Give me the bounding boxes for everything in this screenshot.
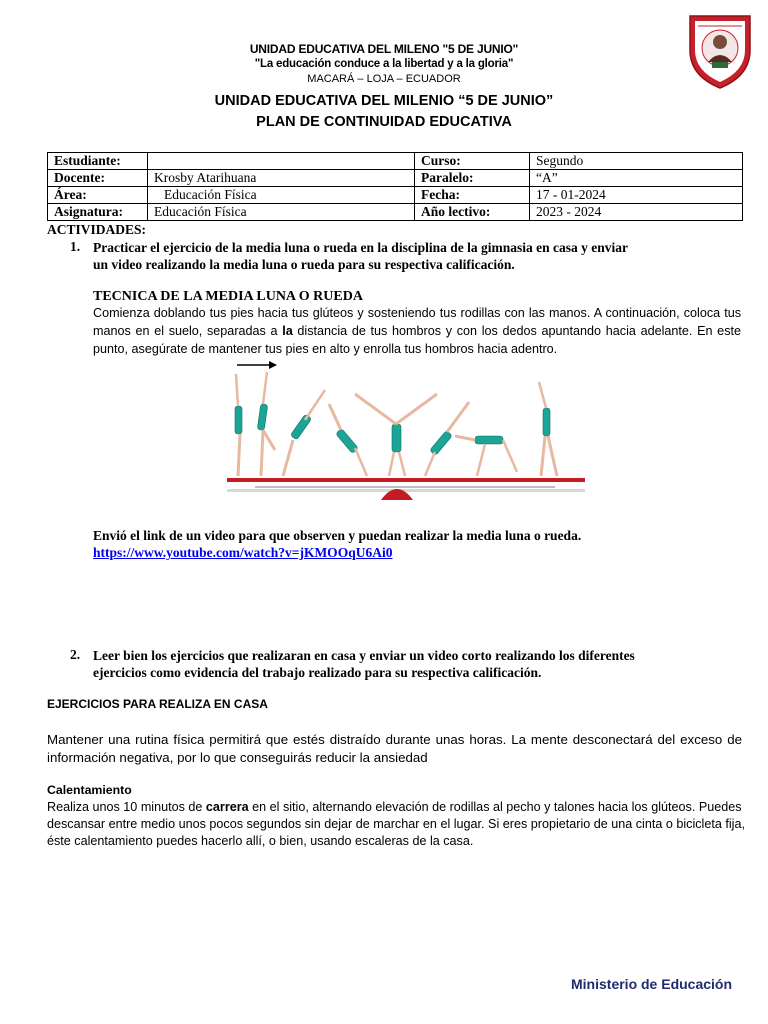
value-docente: Krosby Atarihuana: [148, 170, 415, 187]
warmup-text-1: Realiza unos 10 minutos de: [47, 800, 206, 814]
label-area: Área:: [48, 187, 148, 204]
page-title: UNIDAD EDUCATIVA DEL MILENIO “5 DE JUNIO”: [214, 93, 554, 109]
value-estudiante: [148, 153, 415, 170]
label-curso: Curso:: [415, 153, 530, 170]
value-curso: Segundo: [530, 153, 743, 170]
table-row: [48, 170, 743, 187]
exercises-intro: Mantener una rutina física permitirá que estés distraído durante unas horas. La mente desconectará del exceso de información negativa, por lo que conseguirás reducir la ansiedad: [47, 732, 742, 765]
student-info-table: [47, 152, 743, 221]
activity-2-number: 2.: [70, 647, 81, 662]
activity-2-line-1: Leer bien los ejercicios que realizaran en casa y enviar un video corto realizando los diferentes: [93, 648, 635, 663]
value-ano-lectivo: 2023 - 2024: [530, 204, 743, 221]
activity-1-line-2: un video realizando la media luna o rueda para su respectiva calificación.: [93, 257, 515, 272]
technique-text-bold: la: [282, 324, 293, 338]
label-paralelo: Paralelo:: [415, 170, 530, 187]
exercises-heading: EJERCICIOS PARA REALIZA EN CASA: [47, 697, 268, 711]
school-crest-icon: [686, 10, 754, 90]
warmup-heading: Calentamiento: [47, 783, 132, 797]
label-asignatura: Asignatura:: [48, 204, 148, 221]
table-row: [48, 204, 743, 221]
school-location: MACARÁ – LOJA – ECUADOR: [307, 73, 461, 85]
value-paralelo: “A”: [530, 170, 743, 187]
label-estudiante: Estudiante:: [48, 153, 148, 170]
value-fecha: 17 - 01-2024: [530, 187, 743, 204]
label-docente: Docente:: [48, 170, 148, 187]
school-name-line: UNIDAD EDUCATIVA DEL MILENO "5 DE JUNIO": [249, 42, 519, 56]
cartwheel-sequence-illustration: [225, 360, 587, 512]
video-note: Envió el link de un video para que observen y puedan realizar la media luna o rueda.: [93, 528, 582, 543]
warmup-text-2: en el sitio, alternando elevación de rodillas al pecho y talones hacia los glúteos. Puedes descansar entre medio unos pocos segundos sin dejar de marchar en el lugar. Si eres propietario de una cinta o bicicleta fija, éste calentamiento puedes hacerlo allí, o bien, usando escaleras de la casa.: [47, 800, 745, 848]
warmup-text-bold: carrera: [205, 800, 249, 814]
technique-description: [93, 304, 741, 358]
technique-title: TECNICA DE LA MEDIA LUNA O RUEDA: [93, 289, 363, 304]
activity-2-line-2: ejercicios como evidencia del trabajo realizado para su respectiva calificación.: [93, 665, 542, 680]
youtube-video-link[interactable]: https://www.youtube.com/watch?v=jKMOOqU6Ai0: [93, 545, 393, 560]
warmup-description: [47, 799, 747, 850]
activities-heading: ACTIVIDADES:: [47, 222, 147, 237]
activity-1-line-1: Practicar el ejercicio de la media luna o rueda en la disciplina de la gimnasia en casa y enviar: [93, 240, 628, 255]
ministry-footer: Ministerio de Educación: [571, 976, 733, 992]
value-area: Educación Física: [148, 187, 415, 204]
technique-text-2: distancia de tus hombros y con los dedos apuntando hacia adelante. En este punto, asegúrate de mantener tus pies en alto y enrolla tus hombros hacia adentro.: [93, 324, 741, 356]
page-subtitle: PLAN DE CONTINUIDAD EDUCATIVA: [256, 114, 512, 130]
value-asignatura: Educación Física: [148, 204, 415, 221]
table-row: [48, 187, 743, 204]
table-row: [48, 153, 743, 170]
label-ano-lectivo: Año lectivo:: [415, 204, 530, 221]
label-fecha: Fecha:: [415, 187, 530, 204]
school-motto: "La educación conduce a la libertad y a la gloria": [254, 58, 514, 70]
activity-1-number: 1.: [70, 239, 81, 254]
technique-text-1: Comienza doblando tus pies hacia tus glúteos y sosteniendo tus rodillas con las manos. A continuación, coloca tus manos en el suelo, separadas a: [93, 306, 741, 338]
